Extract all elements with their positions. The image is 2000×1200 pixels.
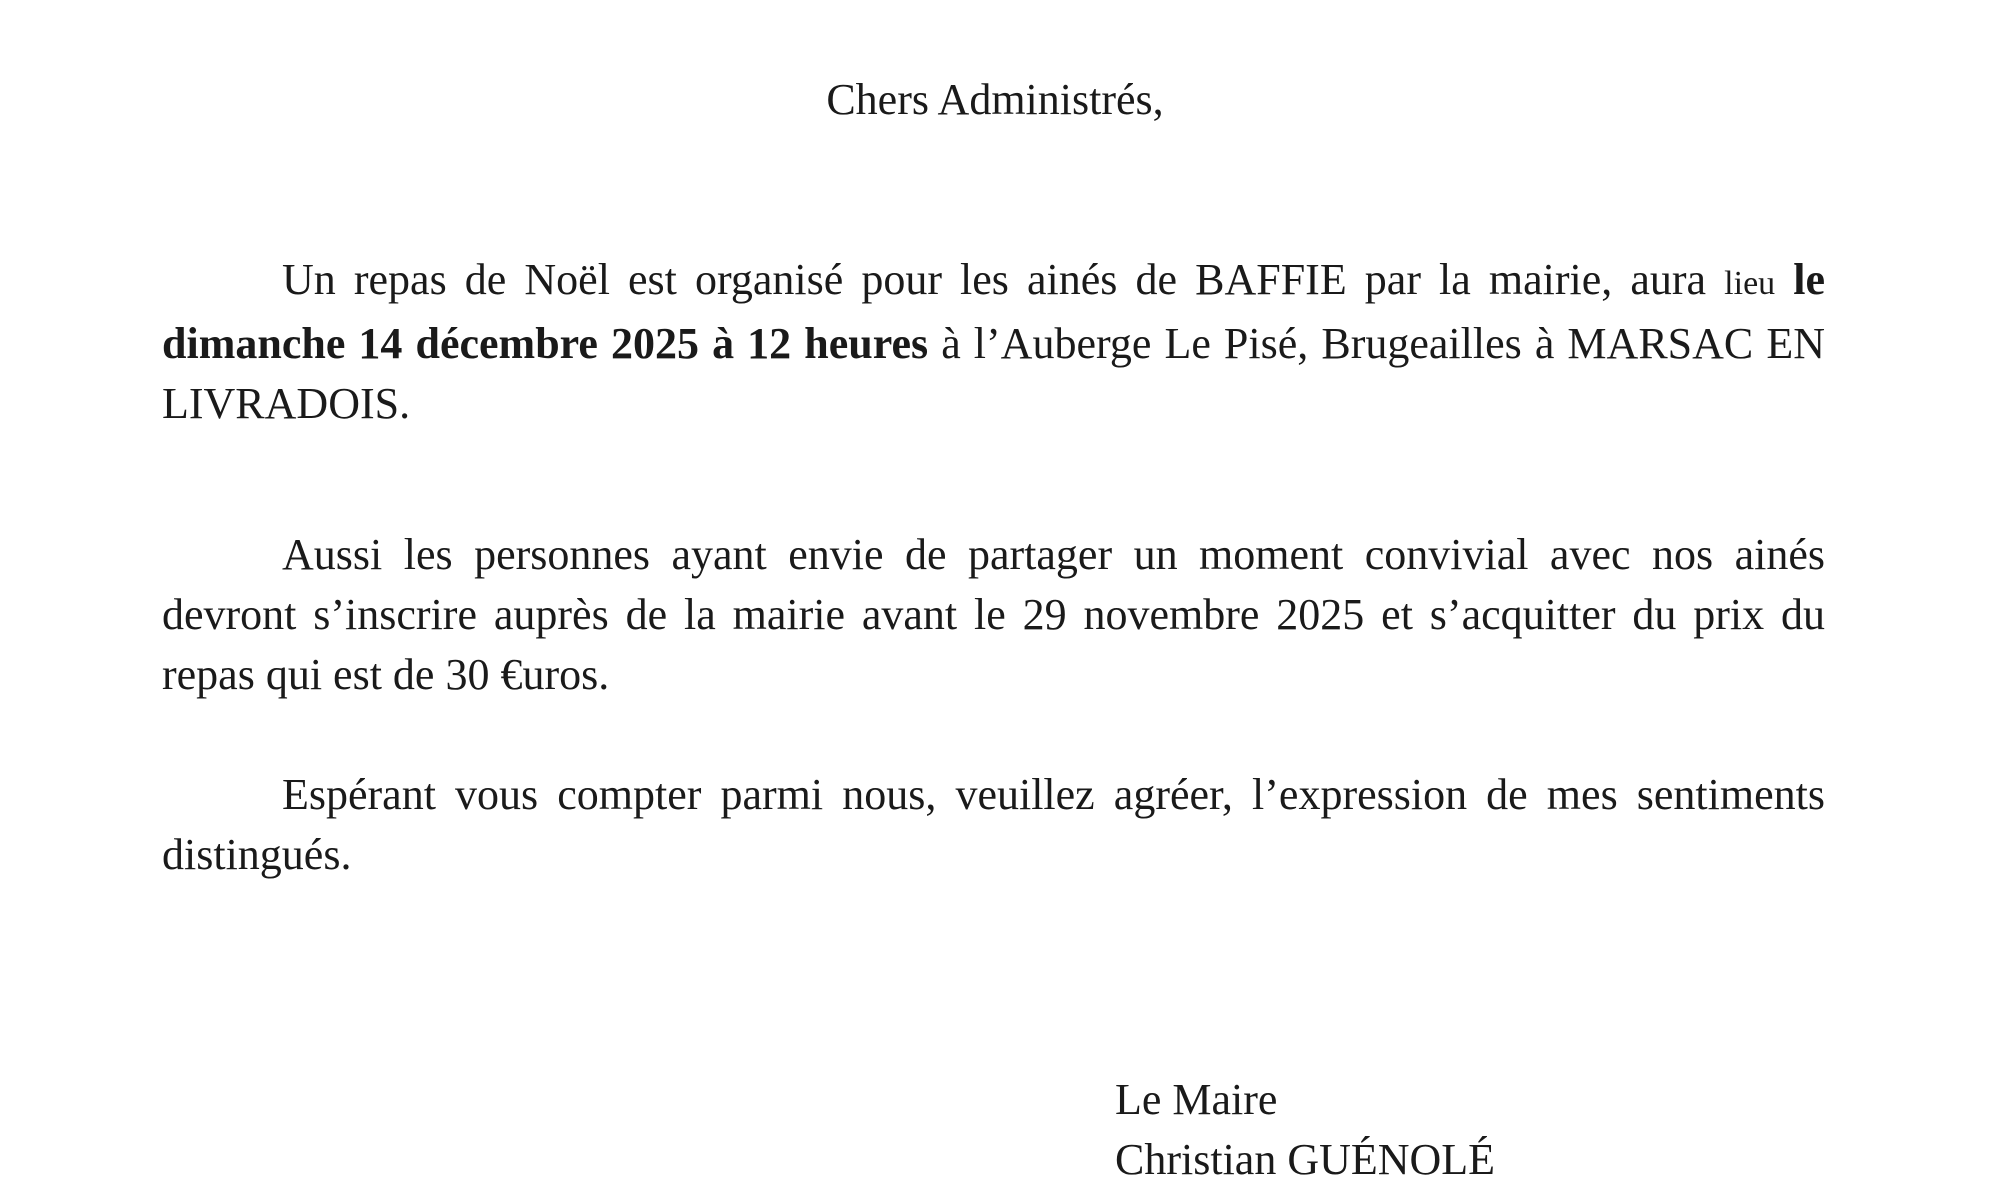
signature-title: Le Maire [1115, 1075, 1278, 1124]
paragraph-event-space [1775, 255, 1793, 304]
signature-name: Christian GUÉNOLÉ [1115, 1135, 1496, 1184]
signature-block [1115, 1070, 1495, 1190]
paragraph-registration: Aussi les personnes ayant envie de partager un moment convivial avec nos ainés devront s’inscrire auprès de la mairie avant le 29 novembre 2025 et s’acquitter du prix du repas qui est de 30 €uros. [162, 530, 1825, 699]
event-date-bold: le dimanche 14 décembre 2025 à 12 heures [162, 255, 1826, 368]
paragraph-event-text-a: Un repas de Noël est organisé pour les ainés de BAFFIE par la mairie, aura [282, 255, 1725, 304]
paragraph-event-text-b: à l’Auberge Le Pisé, Brugeailles à MARSAC EN LIVRADOIS. [162, 319, 1825, 428]
paragraph-event-lieu: lieu [1724, 265, 1776, 302]
paragraph-event [162, 250, 1825, 434]
salutation: Chers Administrés, [826, 75, 1164, 124]
paragraph-closing: Espérant vous compter parmi nous, veuillez agréer, l’expression de mes sentiments distingués. [162, 770, 1825, 879]
